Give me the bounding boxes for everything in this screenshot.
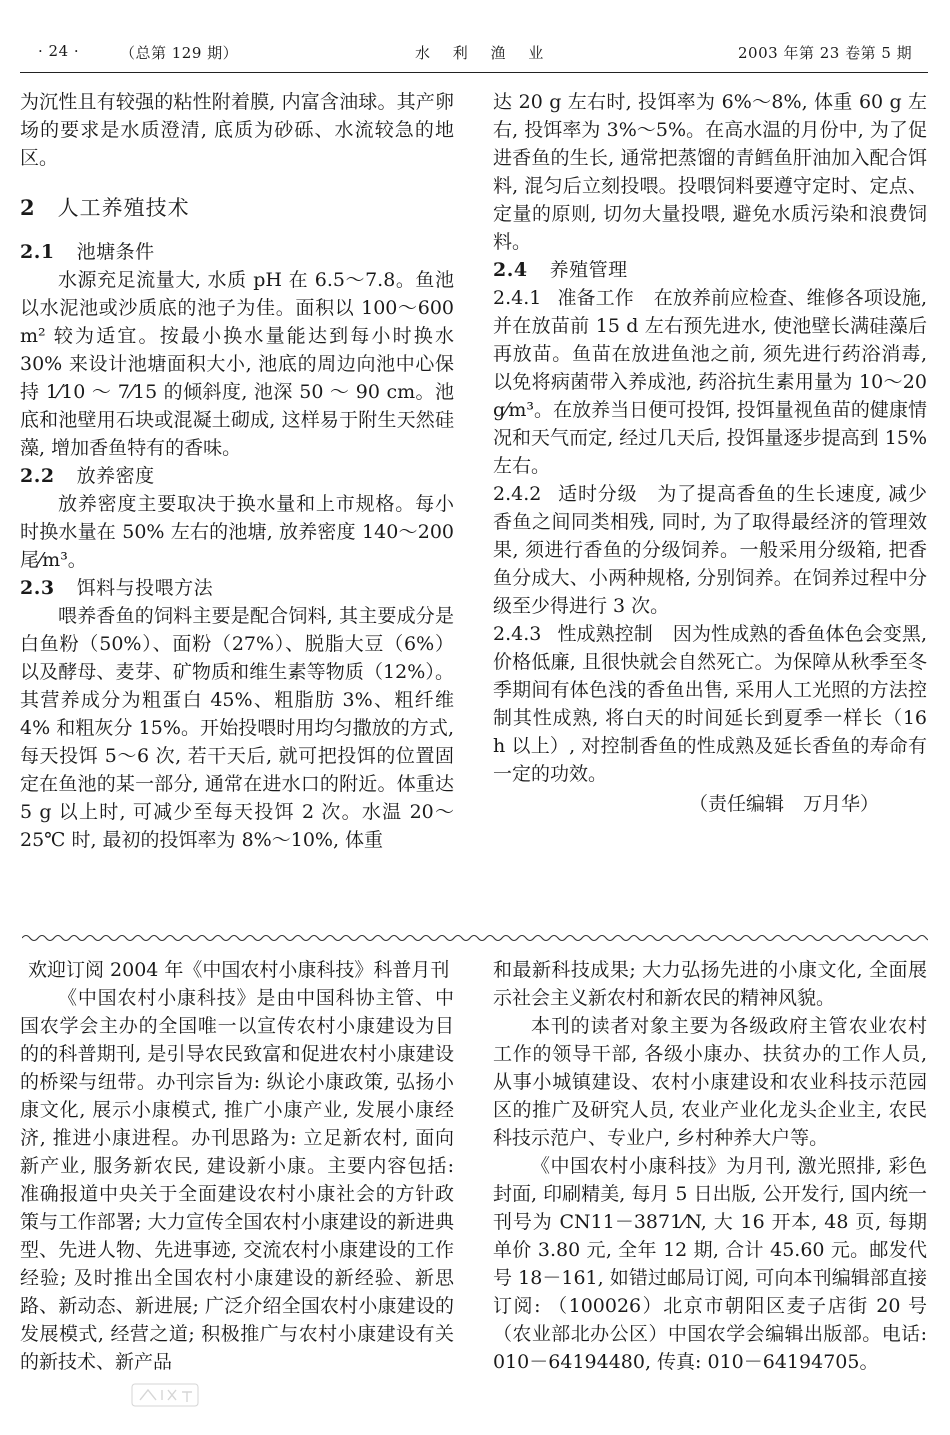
issue-number: （总第 129 期） bbox=[120, 44, 239, 62]
section-2-2-body: 放养密度主要取决于换水量和上市规格。每小时换水量在 50% 左右的池塘, 放养密度 140～200 尾⁄m³。 bbox=[20, 493, 454, 571]
header-rule bbox=[20, 72, 928, 73]
section-2-4-1-title: 准备工作 bbox=[557, 287, 634, 309]
ad-right-paragraph-1: 和最新科技成果; 大力弘扬先进的小康文化, 全面展示社会主义新农村和新农民的精神风貌。 bbox=[493, 959, 927, 1009]
section-2-2-title: 放养密度 bbox=[76, 465, 155, 487]
ad-left-column bbox=[20, 956, 454, 1376]
page-number: · 24 · bbox=[38, 42, 80, 60]
journal-title: 水 利 渔 业 bbox=[415, 44, 553, 62]
section-2-4-1-paragraph bbox=[493, 284, 927, 480]
intro-paragraph: 为沉性且有较强的粘性附着膜, 内富含油球。其产卵场的要求是水质澄清, 底质为砂砾、水流较急的地区。 bbox=[20, 91, 454, 169]
wavy-divider bbox=[22, 932, 928, 944]
section-2-4-number: 2.4 bbox=[493, 259, 528, 281]
section-2-4-1-number: 2.4.1 bbox=[493, 287, 542, 309]
article-left-column bbox=[20, 88, 454, 854]
section-2-number: 2 bbox=[20, 195, 36, 220]
article-right-column bbox=[493, 88, 927, 818]
ad-left-body: 《中国农村小康科技》是由中国科协主管、中国农学会主办的全国唯一以宣传农村小康建设为目的的科普期刊, 是引导农民致富和促进农村小康建设的桥梁与纽带。办刊宗旨为: 纵论小康政策, 弘扬小康文化, 展示小康模式, 推广小康产业, 发展小康经济, 推进小康进程。办刊思路为: 立足新农村, 面向新产业, 服务新农民, 建设新小康。主要内容包括: 准确报道中央关于全面建设农村小康社会的方针政策与工作部署; 大力宣传全国农村小康建设的新进典型、先进人物、先进事迹, 交流农村小康建设的工作经验; 及时推出全国农村小康建设的新经验、新思路、新动态、新进展; 广泛介绍全国农村小康建设的发展模式, 经营之道; 积极推广与农村小康建设有关的新技术、新产品 bbox=[20, 987, 454, 1373]
section-2-3-body: 喂养香鱼的饲料主要是配合饲料, 其主要成分是白鱼粉（50%）、面粉（27%）、脱脂大豆（6%）以及酵母、麦芽、矿物质和维生素等物质（12%）。其营养成分为粗蛋白 45%、粗脂肪 3%、粗纤维 4% 和粗灰分 15%。开始投喂时用均匀撒放的方式, 每天投饵 5～6 次, 若干天后, 就可把投饵的位置固定在鱼池的某一部分, 通常在进水口的附近。体重达 5 g 以上时, 可减少至每天投饵 2 次。水温 20～25℃ 时, 最初的投饵率为 8%～10%, 体重 bbox=[20, 605, 454, 851]
ad-right-paragraph-2: 本刊的读者对象主要为各级政府主管农业农村工作的领导干部, 各级小康办、扶贫办的工作人员, 从事小城镇建设、农村小康建设和农业科技示范园区的推广及研究人员, 农业产业化龙头企业主, 农民科技示范户、专业户, 乡村种养大户等。 bbox=[493, 1015, 927, 1149]
section-2-2-number: 2.2 bbox=[20, 465, 55, 487]
section-2-1-heading bbox=[20, 238, 454, 266]
section-2-4-3-title: 性成熟控制 bbox=[557, 623, 653, 645]
section-2-4-1-body: 在放养前应检查、维修各项设施, 并在放苗前 15 d 左右预先进水, 使池壁长满硅藻后再放苗。鱼苗在放进鱼池之前, 须先进行药浴消毒, 以免将病菌带入养成池, 药浴抗生素用量为 10～20 g⁄m³。在放养当日便可投饵, 投饵量视鱼苗的健康情况和天气而定, 经过几天后, 投饵量逐步提高到 15% 左右。 bbox=[493, 287, 927, 477]
section-2-3-number: 2.3 bbox=[20, 577, 55, 599]
section-2-4-3-body: 因为性成熟的香鱼体色会变黑, 价格低廉, 且很快就会自然死亡。为保障从秋季至冬季期间有体色浅的香鱼出售, 采用人工光照的方法控制其性成熟, 将白天的时间延长到夏季一样长（16 h 以上）, 对控制香鱼的性成熟及延长香鱼的寿命有一定的功效。 bbox=[493, 623, 927, 785]
section-2-4-2-paragraph bbox=[493, 480, 927, 620]
section-2-title: 人工养殖技术 bbox=[57, 196, 190, 220]
section-2-4-title: 养殖管理 bbox=[549, 259, 628, 281]
continued-paragraph: 达 20 g 左右时, 投饵率为 6%～8%, 体重 60 g 左右, 投饵率为 3%～5%。在高水温的月份中, 为了促进香鱼的生长, 通常把蒸馏的青鳕鱼肝油加入配合饵料, 混匀后立刻投喂。投喂饲料要遵守定时、定点、定量的原则, 切勿大量投喂, 避免水质污染和浪费饲料。 bbox=[493, 91, 927, 253]
section-2-4-heading bbox=[493, 256, 927, 284]
section-2-2-heading bbox=[20, 462, 454, 490]
ad-right-paragraph-3: 《中国农村小康科技》为月刊, 激光照排, 彩色封面, 印刷精美, 每月 5 日出版, 公开发行, 国内统一刊号为 CN11－3871⁄N, 大 16 开本, 48 页, 每期单价 3.80 元, 全年 12 期, 合计 45.60 元。邮发代号 18－161, 如错过邮局订阅, 可向本刊编辑部直接订阅: （100026）北京市朝阳区麦子店街 20 号（农业部北办公区）中国农学会编辑出版部。电话: 010－64194480, 传真: 010－64194705。 bbox=[493, 1155, 927, 1373]
section-2-3-title: 饵料与投喂方法 bbox=[76, 577, 214, 599]
ad-title: 欢迎订阅 2004 年《中国农村小康科技》科普月刊 bbox=[28, 959, 450, 981]
section-2-heading bbox=[20, 194, 454, 222]
section-2-4-2-body: 为了提高香鱼的生长速度, 减少香鱼之间同类相残, 同时, 为了取得最经济的管理效果, 须进行香鱼的分级饲养。一般采用分级箱, 把香鱼分成大、小两种规格, 分别饲养。在饲养过程中分级至少得进行 3 次。 bbox=[493, 483, 927, 617]
section-2-4-3-paragraph bbox=[493, 620, 927, 788]
section-2-1-title: 池塘条件 bbox=[76, 241, 155, 263]
section-2-4-2-number: 2.4.2 bbox=[493, 483, 542, 505]
editor-credit: （责任编辑 万月华） bbox=[688, 793, 879, 815]
section-2-1-number: 2.1 bbox=[20, 241, 55, 263]
section-2-1-body: 水源充足流量大, 水质 pH 在 6.5～7.8。鱼池以水泥池或沙质底的池子为佳。面积以 100～600 m² 较为适宜。按最小换水量能达到每小时换水 30% 来设计池塘面积大小, 池底的周边向池中心保持 1⁄10 ～ 7⁄15 的倾斜度, 池深 50 ～ 90 cm。池底和池壁用石块或混凝土砌成, 这样易于附生天然硅藻, 增加香鱼特有的香味。 bbox=[20, 269, 454, 459]
wanfang-watermark-logo bbox=[130, 1380, 200, 1410]
section-2-3-heading bbox=[20, 574, 454, 602]
section-2-4-3-number: 2.4.3 bbox=[493, 623, 542, 645]
volume-info: 2003 年第 23 卷第 5 期 bbox=[738, 44, 913, 62]
section-2-4-2-title: 适时分级 bbox=[557, 483, 638, 505]
ad-right-column bbox=[493, 956, 927, 1376]
